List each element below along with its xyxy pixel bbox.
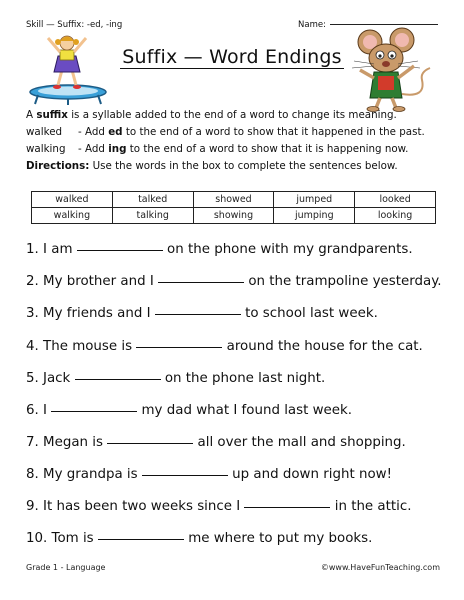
answer-blank[interactable] [136, 346, 222, 348]
word-cell: talked [112, 192, 193, 208]
sentence-10: 10. Tom is me where to put my books. [26, 531, 373, 546]
sentence-2: 2. My brother and I on the trampoline yesterday. [26, 274, 442, 289]
word-cell: showed [193, 192, 274, 208]
sentence-3: 3. My friends and I to school last week. [26, 306, 378, 321]
answer-blank[interactable] [107, 442, 193, 444]
answer-blank[interactable] [142, 474, 228, 476]
word-cell: jumping [274, 208, 355, 224]
word-box-row [32, 208, 436, 224]
word-cell: walking [32, 208, 113, 224]
example-walking: walking - Add ing to the end of a word to show that it is happening now. [26, 143, 409, 155]
example-walked: walked - Add ed to the end of a word to show that it happened in the past. [26, 126, 425, 138]
word-box-row [32, 192, 436, 208]
page-title: Suffix — Word Endings [122, 46, 342, 68]
site-credit: ©www.HaveFunTeaching.com [320, 563, 440, 572]
suffix-definition: A suffix is a syllable added to the end of a word to change its meaning. [26, 109, 397, 121]
answer-blank[interactable] [158, 281, 244, 283]
mouse-illustration [340, 28, 440, 113]
sentence-1: 1. I am on the phone with my grandparents. [26, 242, 413, 257]
sentence-6: 6. I my dad what I found last week. [26, 403, 353, 418]
word-cell: jumped [274, 192, 355, 208]
answer-blank[interactable] [98, 538, 184, 540]
name-blank-line [330, 24, 438, 25]
word-cell: walked [32, 192, 113, 208]
answer-blank[interactable] [77, 249, 163, 251]
name-label: Name: [298, 20, 326, 30]
word-cell: talking [112, 208, 193, 224]
directions: Directions: Use the words in the box to complete the sentences below. [26, 160, 398, 172]
answer-blank[interactable] [155, 313, 241, 315]
word-box [31, 191, 436, 224]
word-cell: showing [193, 208, 274, 224]
skill-label: Skill — Suffix: -ed, -ing [26, 20, 123, 30]
word-cell: looking [355, 208, 436, 224]
sentence-4: 4. The mouse is around the house for the cat. [26, 339, 423, 354]
trampoline-girl-illustration [20, 30, 115, 106]
sentence-8: 8. My grandpa is up and down right now! [26, 467, 392, 482]
word-cell: looked [355, 192, 436, 208]
sentence-7: 7. Megan is all over the mall and shopping. [26, 435, 406, 450]
grade-label: Grade 1 - Language [26, 563, 106, 572]
sentence-9: 9. It has been two weeks since I in the attic. [26, 499, 412, 514]
answer-blank[interactable] [244, 506, 330, 508]
answer-blank[interactable] [75, 378, 161, 380]
answer-blank[interactable] [51, 410, 137, 412]
sentence-5: 5. Jack on the phone last night. [26, 371, 326, 386]
